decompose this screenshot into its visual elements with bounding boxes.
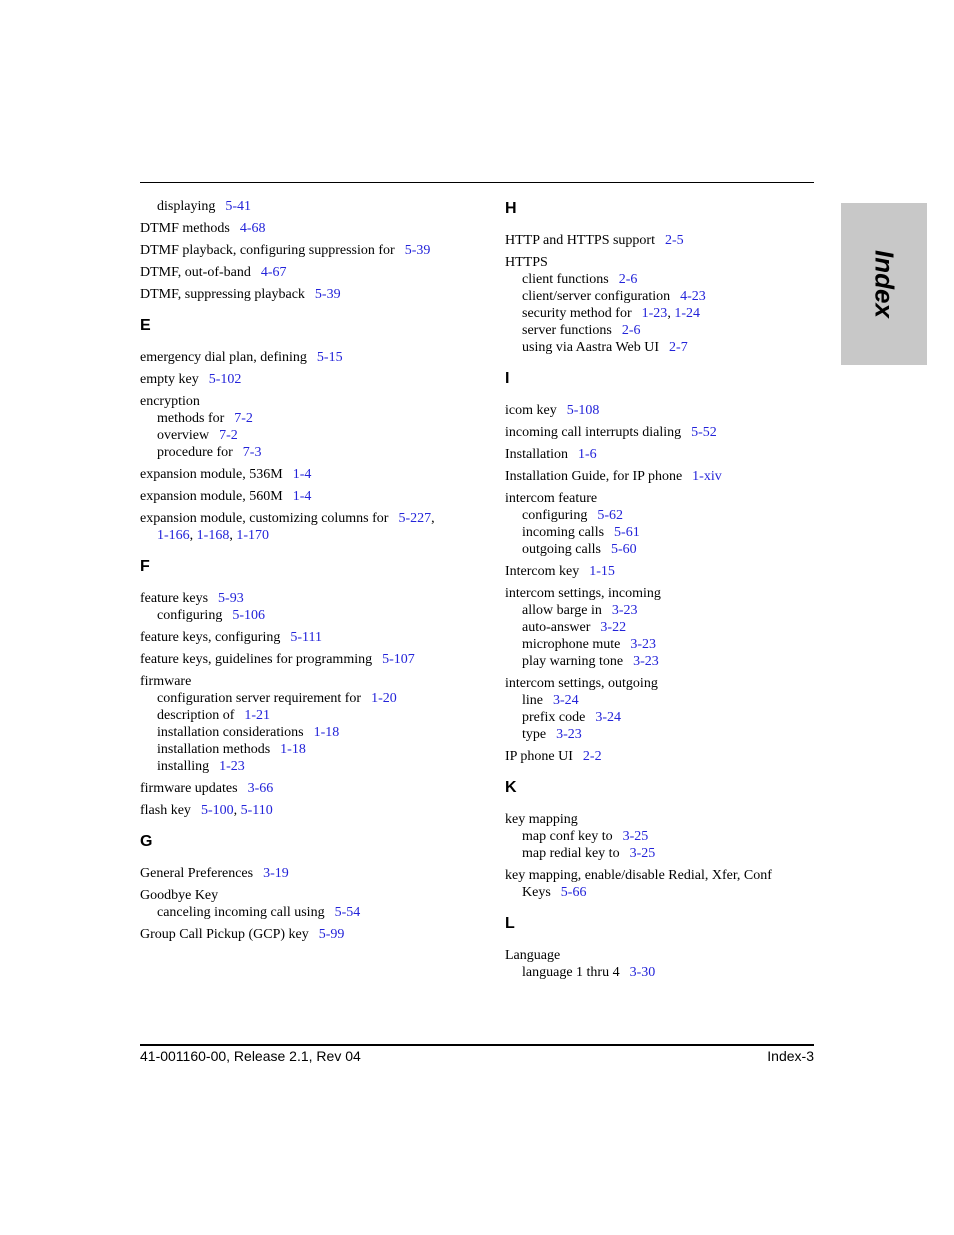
index-term-text: play warning tone bbox=[522, 654, 624, 669]
index-column-right bbox=[505, 198, 825, 986]
index-term-text: Installation Guide, for IP phone bbox=[505, 469, 683, 484]
index-term bbox=[505, 424, 825, 441]
index-subentry: 1-166, 1-168, 1-170 bbox=[157, 528, 270, 543]
page-reference-link[interactable]: 3-24 bbox=[595, 710, 622, 725]
index-term-text: installation methods bbox=[157, 742, 271, 757]
index-entry bbox=[140, 802, 460, 819]
index-entry bbox=[140, 865, 460, 882]
index-term-text: map redial key to bbox=[522, 846, 620, 861]
index-term-text: intercom settings, outgoing bbox=[505, 676, 658, 691]
index-entry bbox=[505, 811, 825, 862]
index-entry bbox=[140, 926, 460, 943]
index-term-text: feature keys bbox=[140, 591, 209, 606]
index-entry bbox=[140, 286, 460, 303]
index-subentry bbox=[505, 602, 825, 619]
index-entry bbox=[140, 393, 460, 461]
index-subentry bbox=[140, 444, 460, 461]
index-subentry bbox=[505, 884, 825, 901]
page-reference-link[interactable]: 3-23 bbox=[633, 654, 659, 669]
index-term bbox=[505, 232, 825, 249]
index-term-text: displaying bbox=[157, 199, 216, 214]
index-term-text: Language bbox=[505, 948, 561, 963]
index-term bbox=[140, 926, 460, 943]
page-reference-link[interactable]: 5-62 bbox=[597, 508, 623, 523]
index-term-text: Keys bbox=[522, 885, 551, 900]
index-term-text: configuring bbox=[522, 508, 588, 523]
page-reference-link[interactable]: 4-23 bbox=[680, 289, 706, 304]
page-reference-link[interactable]: 5-39 bbox=[404, 243, 431, 258]
index-section-letter: K bbox=[505, 779, 517, 796]
index-entry bbox=[505, 563, 825, 580]
index-entry bbox=[140, 466, 460, 483]
page-reference-link[interactable]: 5-102 bbox=[208, 372, 242, 387]
page-reference-link[interactable]: 3-22 bbox=[600, 620, 627, 635]
page-reference-link[interactable]: 1-6 bbox=[578, 447, 597, 462]
index-term bbox=[140, 286, 460, 303]
index-subentry bbox=[505, 541, 825, 558]
index-entry bbox=[505, 748, 825, 765]
index-term bbox=[140, 887, 460, 904]
index-term bbox=[505, 867, 825, 884]
index-entry bbox=[505, 424, 825, 441]
index-subentry bbox=[505, 653, 825, 670]
page-reference-link[interactable]: 1-4 bbox=[292, 467, 312, 482]
page-reference-link[interactable]: 5-52 bbox=[691, 425, 717, 440]
index-subentry bbox=[505, 636, 825, 653]
page-reference-link[interactable]: 7-3 bbox=[242, 445, 262, 460]
page-reference-link[interactable]: 5-39 bbox=[314, 287, 341, 302]
index-subentry bbox=[140, 904, 460, 921]
index-term bbox=[505, 563, 825, 580]
index-entry bbox=[505, 402, 825, 419]
index-entry bbox=[505, 254, 825, 356]
index-subentry bbox=[505, 845, 825, 862]
index-term-text: installing bbox=[157, 759, 210, 774]
page-reference-link[interactable]: 3-23 bbox=[611, 603, 638, 618]
index-term-text: emergency dial plan, defining bbox=[140, 350, 307, 365]
index-subentry bbox=[140, 690, 460, 707]
index-term-text: firmware bbox=[140, 674, 192, 689]
index-term-text: description of bbox=[157, 708, 235, 723]
page-reference-link[interactable]: 3-25 bbox=[629, 846, 656, 861]
index-entry bbox=[505, 490, 825, 558]
index-subentry bbox=[505, 726, 825, 743]
index-term bbox=[140, 510, 460, 527]
page-reference-link[interactable]: 2-7 bbox=[669, 340, 688, 355]
index-term bbox=[140, 651, 460, 668]
page-reference-link[interactable]: 5-99 bbox=[318, 927, 345, 942]
index-term-text: DTMF, out-of-band bbox=[140, 265, 251, 280]
index-term bbox=[140, 371, 460, 388]
index-term-text: client functions bbox=[522, 272, 609, 287]
index-term-text: canceling incoming call using bbox=[157, 905, 325, 920]
page-reference-link[interactable]: 5-66 bbox=[560, 885, 587, 900]
index-term bbox=[140, 466, 460, 483]
index-term-text: empty key bbox=[140, 372, 199, 387]
index-term-text: line bbox=[522, 693, 543, 708]
page-reference-link[interactable]: 2-6 bbox=[621, 323, 641, 338]
index-term-text: outgoing calls bbox=[522, 542, 601, 557]
index-term bbox=[505, 585, 825, 602]
page-reference-link[interactable]: 5-108 bbox=[566, 403, 600, 418]
index-entry bbox=[505, 468, 825, 485]
index-term-text: map conf key to bbox=[522, 829, 613, 844]
footer-document-id: 41-001160-00, Release 2.1, Rev 04 bbox=[140, 1048, 361, 1064]
footer-rule bbox=[140, 1044, 814, 1046]
page-reference-link[interactable]: 1-166 bbox=[157, 528, 190, 543]
index-term-text: firmware updates bbox=[140, 781, 238, 796]
index-term bbox=[140, 865, 460, 882]
index-term-text: prefix code bbox=[522, 710, 586, 725]
index-entry bbox=[505, 867, 825, 901]
index-entry bbox=[140, 673, 460, 775]
page-reference-link[interactable]: 3-23 bbox=[556, 727, 582, 742]
index-subentry bbox=[140, 410, 460, 427]
page-reference-link[interactable]: 5-61 bbox=[614, 525, 640, 540]
index-term bbox=[140, 590, 460, 607]
page-reference-link[interactable]: 4-68 bbox=[239, 221, 266, 236]
page-reference-link[interactable]: 5-106 bbox=[232, 608, 265, 623]
page-reference-link[interactable]: 1-21 bbox=[244, 708, 271, 723]
page-reference-link[interactable]: 7-2 bbox=[234, 411, 253, 426]
page-reference-link[interactable]: 1-xiv bbox=[692, 469, 722, 484]
index-term-text: feature keys, guidelines for programming bbox=[140, 652, 373, 667]
index-term-text: Goodbye Key bbox=[140, 888, 219, 903]
index-subentry bbox=[505, 619, 825, 636]
index-term-text: procedure for bbox=[157, 445, 233, 460]
index-term-text: DTMF playback, configuring suppression for bbox=[140, 243, 395, 258]
index-term-text: feature keys, configuring bbox=[140, 630, 281, 645]
index-term bbox=[505, 947, 825, 964]
index-term-text: encryption bbox=[140, 394, 200, 409]
index-term-text: configuring bbox=[157, 608, 223, 623]
index-subentry bbox=[140, 607, 460, 624]
page-reference-link[interactable]: 2-6 bbox=[618, 272, 638, 287]
index-subentry bbox=[505, 322, 825, 339]
page-reference-link[interactable]: 3-30 bbox=[629, 965, 656, 980]
page-reference-link[interactable]: 1-15 bbox=[589, 564, 615, 579]
page-reference-link[interactable]: 5-107 bbox=[382, 652, 415, 667]
index-term-text: expansion module, 560M bbox=[140, 489, 283, 504]
index-subentry bbox=[505, 288, 825, 305]
index-term-text: icom key bbox=[505, 403, 557, 418]
index-term bbox=[140, 673, 460, 690]
index-term bbox=[140, 780, 460, 797]
index-subentry bbox=[505, 964, 825, 981]
index-term bbox=[505, 748, 825, 765]
index-column-left bbox=[140, 198, 460, 948]
index-entry bbox=[140, 629, 460, 646]
index-term bbox=[140, 629, 460, 646]
page-reference-link[interactable]: 1-20 bbox=[371, 691, 397, 706]
page-reference-link[interactable]: 5-15 bbox=[316, 350, 343, 365]
index-term-text: intercom settings, incoming bbox=[505, 586, 661, 601]
index-term-text: security method for bbox=[522, 306, 632, 321]
page-reference-link[interactable]: 3-66 bbox=[247, 781, 274, 796]
page-reference-link[interactable]: 1-18 bbox=[280, 742, 306, 757]
index-term bbox=[140, 220, 460, 237]
index-term bbox=[140, 264, 460, 281]
page-reference-link[interactable]: 5-100 bbox=[200, 803, 234, 818]
index-section-letter: G bbox=[140, 833, 153, 850]
index-section-letter: F bbox=[140, 558, 150, 575]
footer-page-number: Index-3 bbox=[767, 1048, 814, 1064]
page-reference-link[interactable]: 3-24 bbox=[553, 693, 579, 708]
page-reference-link[interactable]: 3-25 bbox=[622, 829, 649, 844]
index-term-text: DTMF, suppressing playback bbox=[140, 287, 305, 302]
index-term bbox=[505, 675, 825, 692]
index-subentry bbox=[505, 339, 825, 356]
index-term-text: Group Call Pickup (GCP) key bbox=[140, 927, 309, 942]
index-subentry bbox=[505, 709, 825, 726]
index-entry bbox=[140, 242, 460, 259]
page-reference-link[interactable]: 5-93 bbox=[218, 591, 244, 606]
index-term-text: expansion module, customizing columns for bbox=[140, 511, 389, 526]
index-entry bbox=[140, 220, 460, 237]
index-entry bbox=[505, 675, 825, 743]
index-entry bbox=[140, 488, 460, 505]
page-reference-link[interactable]: 1-18 bbox=[313, 725, 340, 740]
index-term-text: allow barge in bbox=[522, 603, 602, 618]
index-subentry bbox=[505, 692, 825, 709]
index-term-text: Intercom key bbox=[505, 564, 580, 579]
index-entry bbox=[140, 264, 460, 281]
index-term bbox=[140, 488, 460, 505]
page-reference-link[interactable]: 1-170 bbox=[236, 528, 270, 543]
index-term: flash key 5-100, 5-110 bbox=[140, 803, 273, 818]
page-reference-link[interactable]: 4-67 bbox=[260, 265, 287, 280]
index-entry bbox=[505, 232, 825, 249]
index-term-text: General Preferences bbox=[140, 866, 254, 881]
page-reference-link[interactable]: 5-110 bbox=[240, 803, 273, 818]
page-reference-link[interactable]: 1-23 bbox=[219, 759, 245, 774]
page-reference-link[interactable]: 7-2 bbox=[219, 428, 238, 443]
index-term bbox=[505, 402, 825, 419]
index-term bbox=[140, 242, 460, 259]
index-term-text: Installation bbox=[505, 447, 568, 462]
index-term-text: flash key bbox=[140, 803, 191, 818]
index-term-text: language 1 thru 4 bbox=[522, 965, 620, 980]
index-section-letter: I bbox=[505, 370, 510, 387]
index-entry bbox=[140, 371, 460, 388]
index-subentry bbox=[140, 724, 460, 741]
index-entry bbox=[140, 887, 460, 921]
index-subentry bbox=[140, 707, 460, 724]
header-rule bbox=[140, 182, 814, 183]
page-reference-link[interactable]: 5-41 bbox=[225, 199, 252, 214]
page-reference-link[interactable]: 3-23 bbox=[630, 637, 657, 652]
index-term-text: client/server configuration bbox=[522, 289, 671, 304]
index-term-text: key mapping, enable/disable Redial, Xfer, Conf bbox=[505, 868, 772, 883]
index-term bbox=[505, 468, 825, 485]
page-reference-link[interactable]: 1-24 bbox=[674, 306, 700, 321]
page-reference-link[interactable]: 2-5 bbox=[664, 233, 684, 248]
index-term-text: methods for bbox=[157, 411, 225, 426]
index-term-text: HTTPS bbox=[505, 255, 548, 270]
page-reference-link[interactable]: 1-23 bbox=[641, 306, 668, 321]
index-term bbox=[505, 254, 825, 271]
index-term-text: installation considerations bbox=[157, 725, 304, 740]
index-term-text: key mapping bbox=[505, 812, 578, 827]
page-reference-link[interactable]: 5-54 bbox=[334, 905, 361, 920]
index-term-text: configuration server requirement for bbox=[157, 691, 362, 706]
page-reference-link[interactable]: 1-168 bbox=[196, 528, 230, 543]
index-entry bbox=[140, 349, 460, 366]
index-entry bbox=[140, 198, 460, 215]
index-entry bbox=[140, 780, 460, 797]
index-entry bbox=[140, 510, 460, 544]
index-subentry bbox=[505, 828, 825, 845]
index-entry bbox=[505, 947, 825, 981]
index-entry bbox=[140, 651, 460, 668]
page-reference-link[interactable]: 2-2 bbox=[582, 749, 602, 764]
index-term-text: type bbox=[522, 727, 547, 742]
index-term bbox=[140, 393, 460, 410]
index-term-text: overview bbox=[157, 428, 210, 443]
index-subentry bbox=[140, 198, 460, 215]
index-term-text: auto-answer bbox=[522, 620, 591, 635]
page-reference-link[interactable]: 5-60 bbox=[610, 542, 637, 557]
page-reference-link[interactable]: 3-19 bbox=[263, 866, 289, 881]
index-subentry bbox=[505, 524, 825, 541]
index-section-letter: E bbox=[140, 317, 151, 334]
index-section-letter: L bbox=[505, 915, 515, 932]
index-entry bbox=[505, 446, 825, 463]
page-reference-link[interactable]: 1-4 bbox=[292, 489, 312, 504]
index-section-letter: H bbox=[505, 200, 517, 217]
index-term-text: expansion module, 536M bbox=[140, 467, 283, 482]
index-term-text: HTTP and HTTPS support bbox=[505, 233, 655, 248]
index-term-text: incoming call interrupts dialing bbox=[505, 425, 682, 440]
index-term-text: intercom feature bbox=[505, 491, 598, 506]
index-term bbox=[505, 811, 825, 828]
index-term bbox=[505, 446, 825, 463]
index-side-tab[interactable] bbox=[841, 203, 927, 365]
index-term bbox=[140, 349, 460, 366]
index-subentry bbox=[505, 271, 825, 288]
index-subentry bbox=[505, 507, 825, 524]
index-term-text: microphone mute bbox=[522, 637, 621, 652]
index-subentry bbox=[140, 758, 460, 775]
index-subentry bbox=[140, 427, 460, 444]
page-reference-link[interactable]: 5-111 bbox=[290, 630, 322, 645]
index-term-text: incoming calls bbox=[522, 525, 605, 540]
index-subentry: security method for 1-23, 1-24 bbox=[522, 306, 700, 321]
trailing-comma: , bbox=[431, 511, 435, 526]
index-term-text: IP phone UI bbox=[505, 749, 573, 764]
page-reference-link[interactable]: 5-227 bbox=[398, 511, 432, 526]
index-term-text: using via Aastra Web UI bbox=[522, 340, 660, 355]
index-subentry bbox=[140, 741, 460, 758]
index-term bbox=[505, 490, 825, 507]
index-term-text: server functions bbox=[522, 323, 612, 338]
side-tab-label: Index bbox=[869, 250, 900, 318]
index-entry bbox=[505, 585, 825, 670]
index-term-text: DTMF methods bbox=[140, 221, 230, 236]
index-entry bbox=[140, 590, 460, 624]
